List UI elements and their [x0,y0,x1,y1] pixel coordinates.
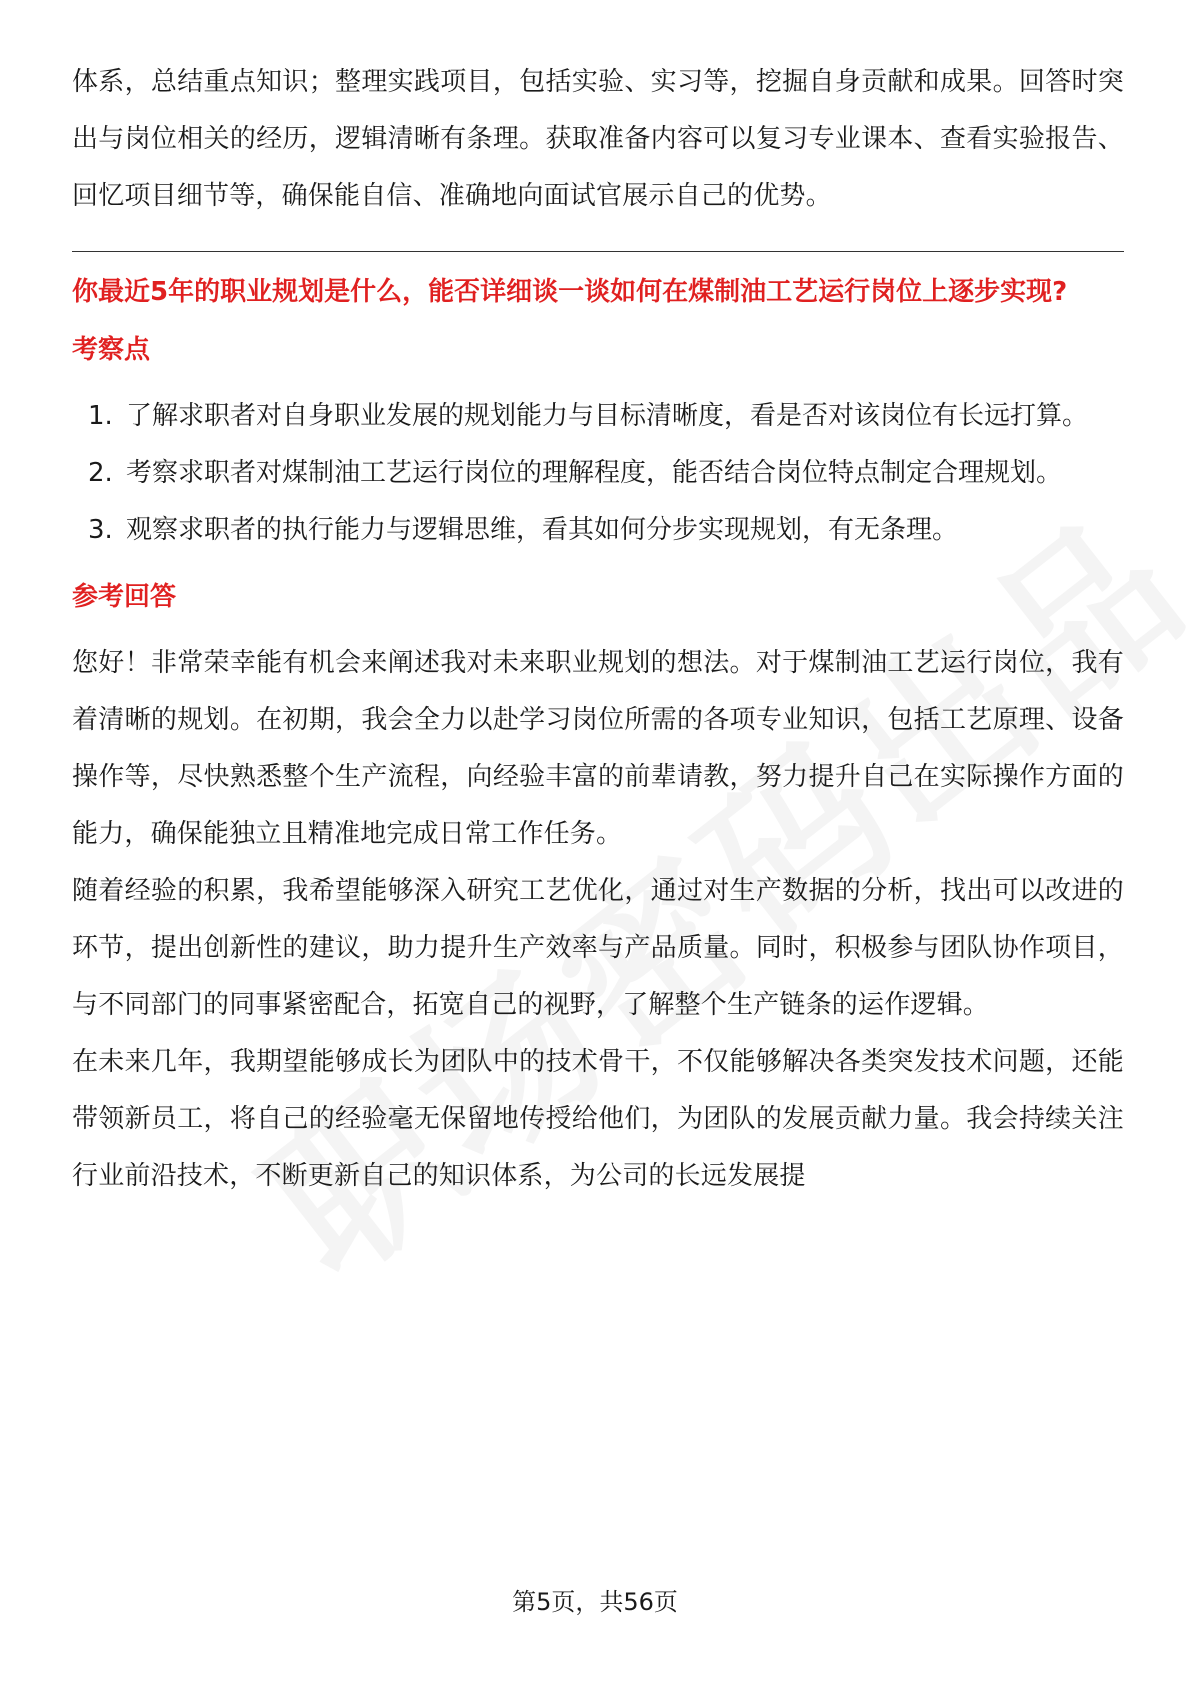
list-item-text: 了解求职者对自身职业发展的规划能力与目标清晰度，看是否对该岗位有长远打算。 [126,401,1089,431]
list-item [72,502,1124,559]
assessment-list [72,388,1124,559]
section-divider [72,251,1124,252]
list-item [72,445,1124,502]
list-item [72,388,1124,445]
answer-paragraph: 您好！非常荣幸能有机会来阐述我对未来职业规划的想法。对于煤制油工艺运行岗位，我有着清晰的规划。在初期，我会全力以赴学习岗位所需的各项专业知识，包括工艺原理、设备操作等，尽快熟悉整个生产流程，向经验丰富的前辈请教，努力提升自己在实际操作方面的能力，确保能独立且精准地完成日常工作任务。 [72,648,1124,849]
list-item-text: 考察求职者对煤制油工艺运行岗位的理解程度，能否结合岗位特点制定合理规划。 [126,458,1063,488]
list-item-number: 3. [88,515,113,545]
intro-paragraph: 体系，总结重点知识；整理实践项目，包括实验、实习等，挖掘自身贡献和成果。回答时突出与岗位相关的经历，逻辑清晰有条理。获取准备内容可以复习专业课本、查看实验报告、回忆项目细节等，确保能自信、准确地向面试官展示自己的优势。 [72,67,1124,211]
list-item-text: 观察求职者的执行能力与逻辑思维，看其如何分步实现规划，有无条理。 [126,515,959,545]
page-content [72,54,1124,1205]
list-item-number: 2. [88,458,113,488]
answer-heading: 参考回答 [72,582,177,612]
question-title: 你最近5年的职业规划是什么，能否详细谈一谈如何在煤制油工艺运行岗位上逐步实现? [72,277,1068,307]
page-footer: 第5页，共56页 [512,1588,678,1616]
answer-paragraph: 随着经验的积累，我希望能够深入研究工艺优化，通过对生产数据的分析，找出可以改进的环节，提出创新性的建议，助力提升生产效率与产品质量。同时，积极参与团队协作项目，与不同部门的同事紧密配合，拓宽自己的视野，了解整个生产链条的运作逻辑。 [72,876,1124,1020]
assessment-heading: 考察点 [72,335,151,365]
list-item-number: 1. [88,401,113,431]
answer-paragraph: 在未来几年，我期望能够成长为团队中的技术骨干，不仅能够解决各类突发技术问题，还能带领新员工，将自己的经验毫无保留地传授给他们，为团队的发展贡献力量。我会持续关注行业前沿技术，不断更新自己的知识体系，为公司的长远发展提 [72,1047,1124,1191]
